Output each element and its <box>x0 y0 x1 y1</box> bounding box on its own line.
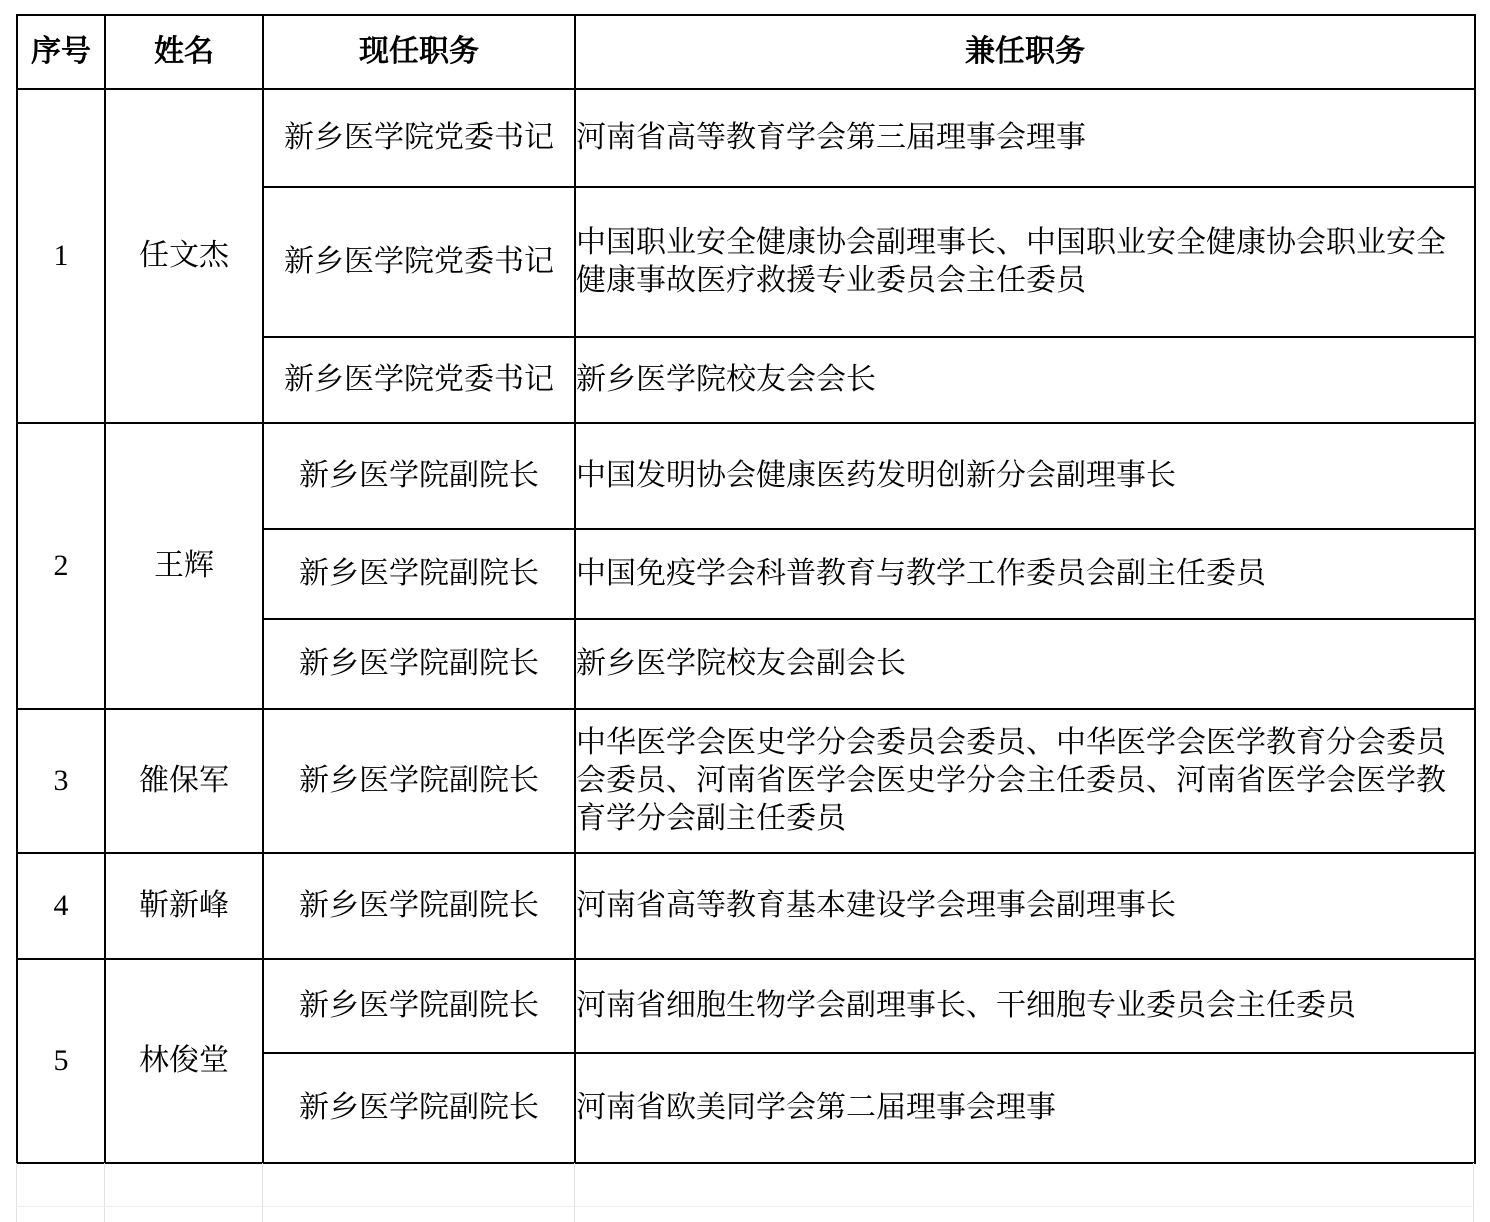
row-index: 1 <box>17 89 105 423</box>
concurrent-position: 中华医学会医史学分会委员会委员、中华医学会医学教育分会委员会委员、河南省医学会医史学分会主任委员、河南省医学会医学教育学分会副主任委员 <box>575 709 1475 853</box>
concurrent-position: 中国职业安全健康协会副理事长、中国职业安全健康协会职业安全健康事故医疗救援专业委员会主任委员 <box>575 187 1475 337</box>
concurrent-position: 河南省高等教育学会第三届理事会理事 <box>575 89 1475 187</box>
header-index: 序号 <box>17 15 105 89</box>
gridline <box>16 1163 17 1222</box>
header-concurrent-position: 兼任职务 <box>575 15 1475 89</box>
row-index: 3 <box>17 709 105 853</box>
header-name: 姓名 <box>105 15 263 89</box>
person-name: 雒保军 <box>105 709 263 853</box>
table-row <box>17 423 1475 529</box>
gridline <box>262 1163 263 1222</box>
person-name: 林俊堂 <box>105 959 263 1163</box>
current-position: 新乡医学院党委书记 <box>263 337 575 423</box>
concurrent-position: 中国发明协会健康医药发明创新分会副理事长 <box>575 423 1475 529</box>
concurrent-position: 中国免疫学会科普教育与教学工作委员会副主任委员 <box>575 529 1475 619</box>
current-position: 新乡医学院副院长 <box>263 959 575 1053</box>
concurrent-position: 新乡医学院校友会副会长 <box>575 619 1475 709</box>
current-position: 新乡医学院副院长 <box>263 709 575 853</box>
current-position: 新乡医学院党委书记 <box>263 187 575 337</box>
concurrent-position: 河南省高等教育基本建设学会理事会副理事长 <box>575 853 1475 959</box>
concurrent-position: 河南省欧美同学会第二届理事会理事 <box>575 1053 1475 1163</box>
current-position: 新乡医学院副院长 <box>263 423 575 529</box>
table-row <box>17 853 1475 959</box>
current-position: 新乡医学院党委书记 <box>263 89 575 187</box>
table-row <box>17 959 1475 1053</box>
gridline <box>104 1163 105 1222</box>
row-index: 2 <box>17 423 105 709</box>
table-row <box>17 89 1475 187</box>
current-position: 新乡医学院副院长 <box>263 529 575 619</box>
person-name: 任文杰 <box>105 89 263 423</box>
current-position: 新乡医学院副院长 <box>263 619 575 709</box>
gridline <box>16 1206 1474 1207</box>
person-name: 靳新峰 <box>105 853 263 959</box>
gridline <box>1473 1163 1474 1222</box>
concurrent-position: 新乡医学院校友会会长 <box>575 337 1475 423</box>
roles-sheet <box>16 14 1476 1164</box>
current-position: 新乡医学院副院长 <box>263 1053 575 1163</box>
row-index: 4 <box>17 853 105 959</box>
concurrent-position: 河南省细胞生物学会副理事长、干细胞专业委员会主任委员 <box>575 959 1475 1053</box>
gridline <box>574 1163 575 1222</box>
header-row <box>17 15 1475 89</box>
person-name: 王辉 <box>105 423 263 709</box>
row-index: 5 <box>17 959 105 1163</box>
roles-table <box>16 14 1476 1164</box>
table-row <box>17 709 1475 853</box>
header-current-position: 现任职务 <box>263 15 575 89</box>
current-position: 新乡医学院副院长 <box>263 853 575 959</box>
